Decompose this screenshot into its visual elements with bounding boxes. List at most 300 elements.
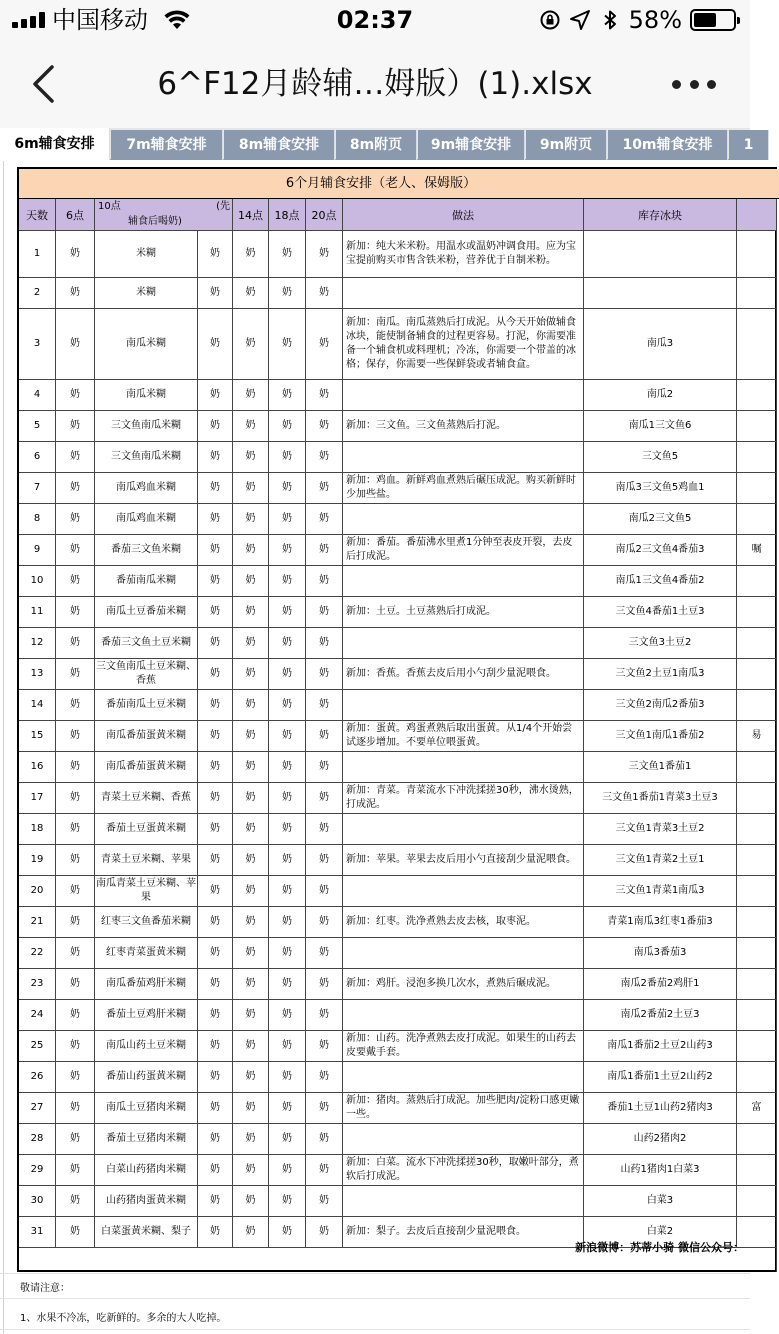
cell-14[interactable] (233, 380, 269, 411)
cell-extra[interactable] (737, 1155, 777, 1186)
cell-6[interactable] (56, 231, 95, 278)
cell-method[interactable] (343, 411, 584, 442)
cell-6[interactable] (56, 876, 95, 907)
cell-food[interactable] (95, 473, 198, 504)
cell-20[interactable] (306, 597, 343, 628)
cell-10-milk[interactable] (198, 597, 233, 628)
cell-6[interactable] (56, 1000, 95, 1031)
cell-method[interactable] (343, 309, 584, 380)
cell-extra[interactable] (737, 783, 777, 814)
cell-20[interactable] (306, 938, 343, 969)
cell-18[interactable] (269, 411, 306, 442)
cell-14[interactable] (233, 721, 269, 752)
cell-food[interactable] (95, 876, 198, 907)
tab-9m-appendix[interactable]: 9m附页 (526, 130, 607, 160)
cell-extra[interactable] (737, 1031, 777, 1062)
cell-day[interactable] (19, 278, 56, 309)
cell-18[interactable] (269, 845, 306, 876)
cell-14[interactable] (233, 659, 269, 690)
cell-extra[interactable] (737, 690, 777, 721)
cell-day[interactable] (19, 1000, 56, 1031)
cell-10-milk[interactable] (198, 1217, 233, 1248)
cell-6[interactable] (56, 628, 95, 659)
cell-extra[interactable] (737, 814, 777, 845)
cell-20[interactable] (306, 1000, 343, 1031)
cell-stock[interactable] (584, 1031, 737, 1062)
cell-14[interactable] (233, 1217, 269, 1248)
cell-10-milk[interactable] (198, 752, 233, 783)
cell-10-milk[interactable] (198, 628, 233, 659)
cell-stock[interactable] (584, 597, 737, 628)
cell-20[interactable] (306, 721, 343, 752)
cell-method[interactable] (343, 380, 584, 411)
cell-food[interactable] (95, 1093, 198, 1124)
cell-14[interactable] (233, 473, 269, 504)
cell-18[interactable] (269, 278, 306, 309)
cell-14[interactable] (233, 938, 269, 969)
cell-extra[interactable] (737, 721, 777, 752)
cell-6[interactable] (56, 845, 95, 876)
cell-10-milk[interactable] (198, 442, 233, 473)
cell-extra[interactable] (737, 411, 777, 442)
cell-14[interactable] (233, 814, 269, 845)
cell-food[interactable] (95, 1062, 198, 1093)
cell-stock[interactable] (584, 278, 737, 309)
cell-18[interactable] (269, 752, 306, 783)
cell-day[interactable] (19, 504, 56, 535)
cell-18[interactable] (269, 1062, 306, 1093)
cell-method[interactable] (343, 814, 584, 845)
cell-method[interactable] (343, 1124, 584, 1155)
cell-method[interactable] (343, 969, 584, 1000)
cell-stock[interactable] (584, 380, 737, 411)
cell-method[interactable] (343, 907, 584, 938)
cell-14[interactable] (233, 845, 269, 876)
cell-6[interactable] (56, 1062, 95, 1093)
cell-14[interactable] (233, 876, 269, 907)
cell-food[interactable] (95, 659, 198, 690)
cell-extra[interactable] (737, 938, 777, 969)
cell-10-milk[interactable] (198, 814, 233, 845)
cell-20[interactable] (306, 814, 343, 845)
cell-20[interactable] (306, 566, 343, 597)
cell-20[interactable] (306, 1217, 343, 1248)
cell-extra[interactable] (737, 309, 777, 380)
cell-18[interactable] (269, 1155, 306, 1186)
cell-stock[interactable] (584, 876, 737, 907)
cell-stock[interactable] (584, 752, 737, 783)
cell-20[interactable] (306, 690, 343, 721)
cell-14[interactable] (233, 690, 269, 721)
cell-20[interactable] (306, 278, 343, 309)
cell-14[interactable] (233, 1093, 269, 1124)
cell-18[interactable] (269, 597, 306, 628)
cell-extra[interactable] (737, 1124, 777, 1155)
cell-6[interactable] (56, 752, 95, 783)
cell-10-milk[interactable] (198, 1186, 233, 1217)
cell-day[interactable] (19, 1062, 56, 1093)
spreadsheet[interactable] (0, 161, 762, 1334)
cell-day[interactable] (19, 969, 56, 1000)
cell-10-milk[interactable] (198, 938, 233, 969)
cell-food[interactable] (95, 1155, 198, 1186)
cell-14[interactable] (233, 442, 269, 473)
cell-14[interactable] (233, 1000, 269, 1031)
tab-9m[interactable]: 9m辅食安排 (418, 130, 525, 160)
cell-18[interactable] (269, 907, 306, 938)
cell-method[interactable] (343, 597, 584, 628)
cell-method[interactable] (343, 1093, 584, 1124)
cell-18[interactable] (269, 1093, 306, 1124)
cell-20[interactable] (306, 783, 343, 814)
cell-14[interactable] (233, 1031, 269, 1062)
cell-method[interactable] (343, 938, 584, 969)
cell-stock[interactable] (584, 473, 737, 504)
cell-10-milk[interactable] (198, 969, 233, 1000)
cell-stock[interactable] (584, 721, 737, 752)
cell-day[interactable] (19, 1093, 56, 1124)
cell-20[interactable] (306, 504, 343, 535)
tab-10m[interactable]: 10m辅食安排 (608, 130, 728, 160)
cell-14[interactable] (233, 1124, 269, 1155)
cell-food[interactable] (95, 907, 198, 938)
cell-14[interactable] (233, 597, 269, 628)
cell-extra[interactable] (737, 907, 777, 938)
cell-18[interactable] (269, 473, 306, 504)
cell-stock[interactable] (584, 535, 737, 566)
cell-18[interactable] (269, 628, 306, 659)
cell-food[interactable] (95, 1031, 198, 1062)
cell-food[interactable] (95, 597, 198, 628)
cell-food[interactable] (95, 1186, 198, 1217)
cell-20[interactable] (306, 411, 343, 442)
cell-6[interactable] (56, 1186, 95, 1217)
cell-20[interactable] (306, 231, 343, 278)
cell-6[interactable] (56, 535, 95, 566)
cell-6[interactable] (56, 783, 95, 814)
cell-14[interactable] (233, 783, 269, 814)
cell-20[interactable] (306, 442, 343, 473)
cell-20[interactable] (306, 473, 343, 504)
cell-6[interactable] (56, 411, 95, 442)
cell-day[interactable] (19, 907, 56, 938)
cell-10-milk[interactable] (198, 231, 233, 278)
cell-14[interactable] (233, 504, 269, 535)
cell-extra[interactable] (737, 969, 777, 1000)
cell-day[interactable] (19, 309, 56, 380)
cell-day[interactable] (19, 535, 56, 566)
cell-method[interactable] (343, 1217, 584, 1248)
cell-14[interactable] (233, 535, 269, 566)
cell-10-milk[interactable] (198, 690, 233, 721)
cell-day[interactable] (19, 1217, 56, 1248)
cell-10-milk[interactable] (198, 1093, 233, 1124)
cell-food[interactable] (95, 535, 198, 566)
cell-10-milk[interactable] (198, 659, 233, 690)
cell-10-milk[interactable] (198, 380, 233, 411)
cell-food[interactable] (95, 1217, 198, 1248)
cell-extra[interactable] (737, 845, 777, 876)
cell-18[interactable] (269, 1217, 306, 1248)
cell-10-milk[interactable] (198, 535, 233, 566)
cell-stock[interactable] (584, 411, 737, 442)
cell-20[interactable] (306, 1093, 343, 1124)
cell-food[interactable] (95, 411, 198, 442)
cell-method[interactable] (343, 628, 584, 659)
cell-18[interactable] (269, 231, 306, 278)
cell-6[interactable] (56, 504, 95, 535)
cell-10-milk[interactable] (198, 1000, 233, 1031)
cell-14[interactable] (233, 411, 269, 442)
cell-day[interactable] (19, 814, 56, 845)
cell-extra[interactable] (737, 473, 777, 504)
cell-14[interactable] (233, 566, 269, 597)
cell-day[interactable] (19, 690, 56, 721)
cell-method[interactable] (343, 473, 584, 504)
cell-18[interactable] (269, 721, 306, 752)
cell-food[interactable] (95, 1124, 198, 1155)
cell-extra[interactable] (737, 535, 777, 566)
cell-10-milk[interactable] (198, 411, 233, 442)
cell-18[interactable] (269, 876, 306, 907)
cell-food[interactable] (95, 690, 198, 721)
cell-method[interactable] (343, 278, 584, 309)
cell-6[interactable] (56, 442, 95, 473)
cell-20[interactable] (306, 659, 343, 690)
cell-extra[interactable] (737, 1093, 777, 1124)
cell-extra[interactable] (737, 442, 777, 473)
cell-18[interactable] (269, 442, 306, 473)
cell-stock[interactable] (584, 231, 737, 278)
cell-day[interactable] (19, 1124, 56, 1155)
more-options-icon[interactable] (672, 70, 716, 98)
cell-method[interactable] (343, 783, 584, 814)
cell-extra[interactable] (737, 504, 777, 535)
cell-10-milk[interactable] (198, 845, 233, 876)
cell-6[interactable] (56, 907, 95, 938)
cell-food[interactable] (95, 969, 198, 1000)
cell-18[interactable] (269, 969, 306, 1000)
cell-stock[interactable] (584, 504, 737, 535)
cell-food[interactable] (95, 566, 198, 597)
cell-day[interactable] (19, 876, 56, 907)
tab-7m[interactable]: 7m辅食安排 (111, 130, 223, 160)
cell-day[interactable] (19, 442, 56, 473)
cell-6[interactable] (56, 597, 95, 628)
cell-method[interactable] (343, 504, 584, 535)
cell-day[interactable] (19, 659, 56, 690)
cell-stock[interactable] (584, 442, 737, 473)
cell-day[interactable] (19, 938, 56, 969)
cell-day[interactable] (19, 411, 56, 442)
cell-6[interactable] (56, 969, 95, 1000)
cell-14[interactable] (233, 628, 269, 659)
cell-food[interactable] (95, 380, 198, 411)
cell-food[interactable] (95, 783, 198, 814)
cell-method[interactable] (343, 876, 584, 907)
cell-6[interactable] (56, 938, 95, 969)
cell-20[interactable] (306, 1155, 343, 1186)
back-chevron-icon[interactable] (26, 62, 66, 106)
cell-18[interactable] (269, 504, 306, 535)
cell-20[interactable] (306, 876, 343, 907)
cell-food[interactable] (95, 1000, 198, 1031)
cell-method[interactable] (343, 721, 584, 752)
cell-18[interactable] (269, 309, 306, 380)
cell-day[interactable] (19, 1155, 56, 1186)
cell-20[interactable] (306, 628, 343, 659)
cell-stock[interactable] (584, 845, 737, 876)
cell-stock[interactable] (584, 690, 737, 721)
cell-method[interactable] (343, 1062, 584, 1093)
cell-stock[interactable] (584, 1093, 737, 1124)
cell-10-milk[interactable] (198, 473, 233, 504)
cell-food[interactable] (95, 845, 198, 876)
cell-extra[interactable] (737, 659, 777, 690)
tab-8m[interactable]: 8m辅食安排 (224, 130, 335, 160)
cell-20[interactable] (306, 969, 343, 1000)
cell-10-milk[interactable] (198, 504, 233, 535)
cell-method[interactable] (343, 231, 584, 278)
cell-extra[interactable] (737, 1000, 777, 1031)
cell-6[interactable] (56, 690, 95, 721)
cell-20[interactable] (306, 535, 343, 566)
cell-20[interactable] (306, 1186, 343, 1217)
cell-day[interactable] (19, 380, 56, 411)
cell-day[interactable] (19, 752, 56, 783)
cell-18[interactable] (269, 814, 306, 845)
cell-18[interactable] (269, 1031, 306, 1062)
cell-food[interactable] (95, 231, 198, 278)
cell-18[interactable] (269, 1186, 306, 1217)
cell-method[interactable] (343, 1000, 584, 1031)
cell-extra[interactable] (737, 597, 777, 628)
cell-method[interactable] (343, 1186, 584, 1217)
cell-day[interactable] (19, 845, 56, 876)
cell-day[interactable] (19, 1031, 56, 1062)
tab-8m-appendix[interactable]: 8m附页 (336, 130, 417, 160)
cell-extra[interactable] (737, 231, 777, 278)
cell-6[interactable] (56, 566, 95, 597)
cell-day[interactable] (19, 721, 56, 752)
cell-stock[interactable] (584, 907, 737, 938)
cell-day[interactable] (19, 566, 56, 597)
cell-method[interactable] (343, 659, 584, 690)
cell-food[interactable] (95, 814, 198, 845)
cell-14[interactable] (233, 1062, 269, 1093)
cell-method[interactable] (343, 566, 584, 597)
cell-18[interactable] (269, 938, 306, 969)
cell-20[interactable] (306, 752, 343, 783)
cell-day[interactable] (19, 473, 56, 504)
cell-food[interactable] (95, 938, 198, 969)
cell-6[interactable] (56, 814, 95, 845)
tab-6m[interactable]: 6m辅食安排 (0, 128, 110, 160)
cell-method[interactable] (343, 535, 584, 566)
cell-stock[interactable] (584, 1062, 737, 1093)
cell-extra[interactable] (737, 752, 777, 783)
cell-14[interactable] (233, 309, 269, 380)
cell-18[interactable] (269, 566, 306, 597)
cell-day[interactable] (19, 783, 56, 814)
cell-20[interactable] (306, 1062, 343, 1093)
cell-14[interactable] (233, 752, 269, 783)
cell-extra[interactable] (737, 278, 777, 309)
cell-10-milk[interactable] (198, 783, 233, 814)
cell-14[interactable] (233, 1155, 269, 1186)
cell-extra[interactable] (737, 1062, 777, 1093)
cell-6[interactable] (56, 721, 95, 752)
tab-next[interactable]: 1 (729, 130, 769, 160)
cell-day[interactable] (19, 597, 56, 628)
cell-14[interactable] (233, 969, 269, 1000)
cell-extra[interactable] (737, 876, 777, 907)
cell-method[interactable] (343, 752, 584, 783)
cell-10-milk[interactable] (198, 907, 233, 938)
cell-18[interactable] (269, 783, 306, 814)
cell-6[interactable] (56, 1124, 95, 1155)
cell-stock[interactable] (584, 309, 737, 380)
cell-6[interactable] (56, 1217, 95, 1248)
cell-18[interactable] (269, 659, 306, 690)
cell-6[interactable] (56, 278, 95, 309)
cell-method[interactable] (343, 845, 584, 876)
cell-food[interactable] (95, 442, 198, 473)
cell-20[interactable] (306, 845, 343, 876)
cell-extra[interactable] (737, 1186, 777, 1217)
cell-stock[interactable] (584, 628, 737, 659)
cell-18[interactable] (269, 690, 306, 721)
cell-20[interactable] (306, 380, 343, 411)
cell-18[interactable] (269, 380, 306, 411)
cell-10-milk[interactable] (198, 721, 233, 752)
cell-food[interactable] (95, 504, 198, 535)
cell-day[interactable] (19, 231, 56, 278)
cell-stock[interactable] (584, 1186, 737, 1217)
cell-18[interactable] (269, 1124, 306, 1155)
cell-method[interactable] (343, 1031, 584, 1062)
cell-18[interactable] (269, 1000, 306, 1031)
cell-6[interactable] (56, 473, 95, 504)
cell-14[interactable] (233, 1186, 269, 1217)
cell-stock[interactable] (584, 659, 737, 690)
cell-stock[interactable] (584, 1155, 737, 1186)
cell-20[interactable] (306, 1031, 343, 1062)
cell-14[interactable] (233, 907, 269, 938)
cell-stock[interactable] (584, 1124, 737, 1155)
cell-stock[interactable] (584, 814, 737, 845)
cell-stock[interactable] (584, 783, 737, 814)
cell-6[interactable] (56, 659, 95, 690)
cell-10-milk[interactable] (198, 309, 233, 380)
cell-food[interactable] (95, 628, 198, 659)
cell-6[interactable] (56, 1093, 95, 1124)
cell-stock[interactable] (584, 938, 737, 969)
cell-method[interactable] (343, 690, 584, 721)
cell-20[interactable] (306, 1124, 343, 1155)
cell-20[interactable] (306, 907, 343, 938)
cell-extra[interactable] (737, 380, 777, 411)
cell-10-milk[interactable] (198, 278, 233, 309)
cell-stock[interactable] (584, 969, 737, 1000)
cell-extra[interactable] (737, 566, 777, 597)
cell-food[interactable] (95, 752, 198, 783)
cell-stock[interactable] (584, 1000, 737, 1031)
cell-20[interactable] (306, 309, 343, 380)
cell-day[interactable] (19, 628, 56, 659)
cell-6[interactable] (56, 1155, 95, 1186)
cell-14[interactable] (233, 278, 269, 309)
